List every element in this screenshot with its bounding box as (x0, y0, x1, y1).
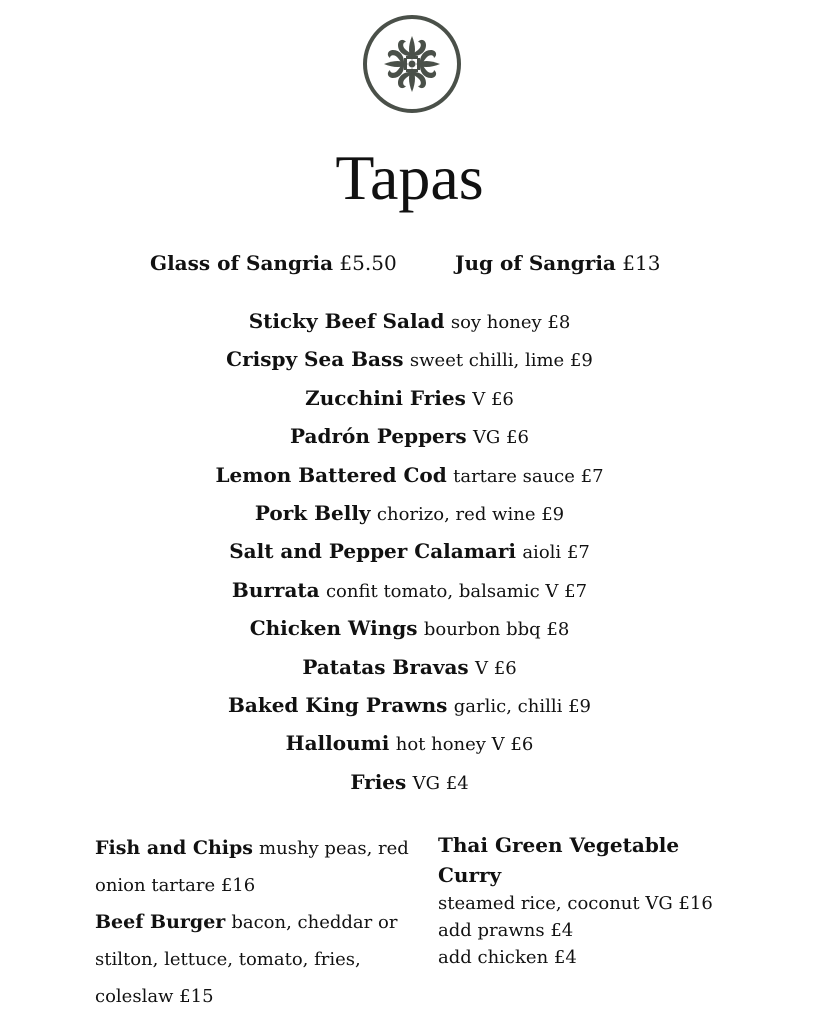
mains-left-column (95, 830, 415, 1015)
item-name: Zucchini Fries (305, 385, 466, 410)
item-name: Burrata (231, 577, 320, 602)
item-desc: VG £4 (412, 772, 469, 794)
item-desc: garlic, chilli £9 (453, 695, 591, 717)
item-desc: confit tomato, balsamic V £7 (325, 580, 588, 602)
tapas-item (0, 532, 819, 570)
item-name: Sticky Beef Salad (248, 309, 445, 333)
item-name: Salt and Pepper Calamari (229, 539, 516, 564)
item-name: Patatas Bravas (302, 654, 469, 679)
item-desc: bacon, cheddar or stilton, lettuce, tomato, fries, coleslaw £15 (95, 912, 398, 1007)
item-desc: VG £6 (472, 427, 529, 449)
item-desc: mushy peas, red onion tartare £16 (95, 838, 409, 896)
item-desc: tartare sauce £7 (453, 465, 604, 487)
item-name: Baked King Prawns (227, 692, 448, 717)
item-name: Beef Burger (95, 911, 226, 933)
item-desc: bourbon bbq £8 (423, 619, 570, 641)
main-dish-beef-burger (95, 904, 415, 1015)
tapas-item (0, 302, 819, 340)
item-desc: aioli £7 (522, 542, 590, 564)
sangria-glass (150, 247, 397, 279)
item-name: Pork Belly (254, 500, 371, 525)
tapas-item (0, 686, 819, 724)
item-price: £5.50 (339, 251, 397, 275)
item-desc: chorizo, red wine £9 (376, 503, 565, 525)
item-name: Padrón Peppers (290, 424, 467, 449)
tapas-item (0, 379, 819, 417)
tapas-item (0, 571, 819, 609)
item-name: Chicken Wings (249, 616, 418, 641)
item-desc: V £6 (472, 388, 514, 410)
tapas-item (0, 494, 819, 532)
tapas-item (0, 763, 819, 801)
tapas-list (0, 302, 819, 801)
mains-right-column (438, 830, 758, 971)
main-dish-fish-and-chips (95, 830, 415, 904)
main-dish-thai-curry-name: Thai Green Vegetable Curry (438, 833, 680, 887)
tapas-item (0, 648, 819, 686)
fleur-de-lis-emblem-icon (362, 14, 462, 114)
tapas-item (0, 456, 819, 494)
item-desc: sweet chilli, lime £9 (409, 350, 593, 372)
item-name: Halloumi (285, 731, 390, 756)
page-title: Tapas (335, 142, 484, 213)
item-name: Crispy Sea Bass (226, 347, 404, 372)
item-desc: hot honey V £6 (395, 734, 534, 756)
tapas-item (0, 340, 819, 378)
item-addon: add prawns £4 (438, 920, 574, 941)
item-name: Fries (350, 769, 407, 794)
item-name: Fish and Chips (95, 837, 253, 859)
item-price: £13 (622, 251, 661, 275)
tapas-item (0, 609, 819, 647)
item-name: Jug of Sangria (455, 251, 616, 275)
item-desc: steamed rice, coconut VG £16 (438, 893, 713, 914)
tapas-item (0, 417, 819, 455)
tapas-item (0, 724, 819, 762)
item-name: Lemon Battered Cod (215, 462, 447, 487)
item-name: Glass of Sangria (150, 251, 334, 275)
item-desc: V £6 (475, 657, 517, 679)
item-desc: soy honey £8 (450, 312, 571, 333)
sangria-jug (455, 247, 660, 279)
item-addon: add chicken £4 (438, 947, 577, 968)
